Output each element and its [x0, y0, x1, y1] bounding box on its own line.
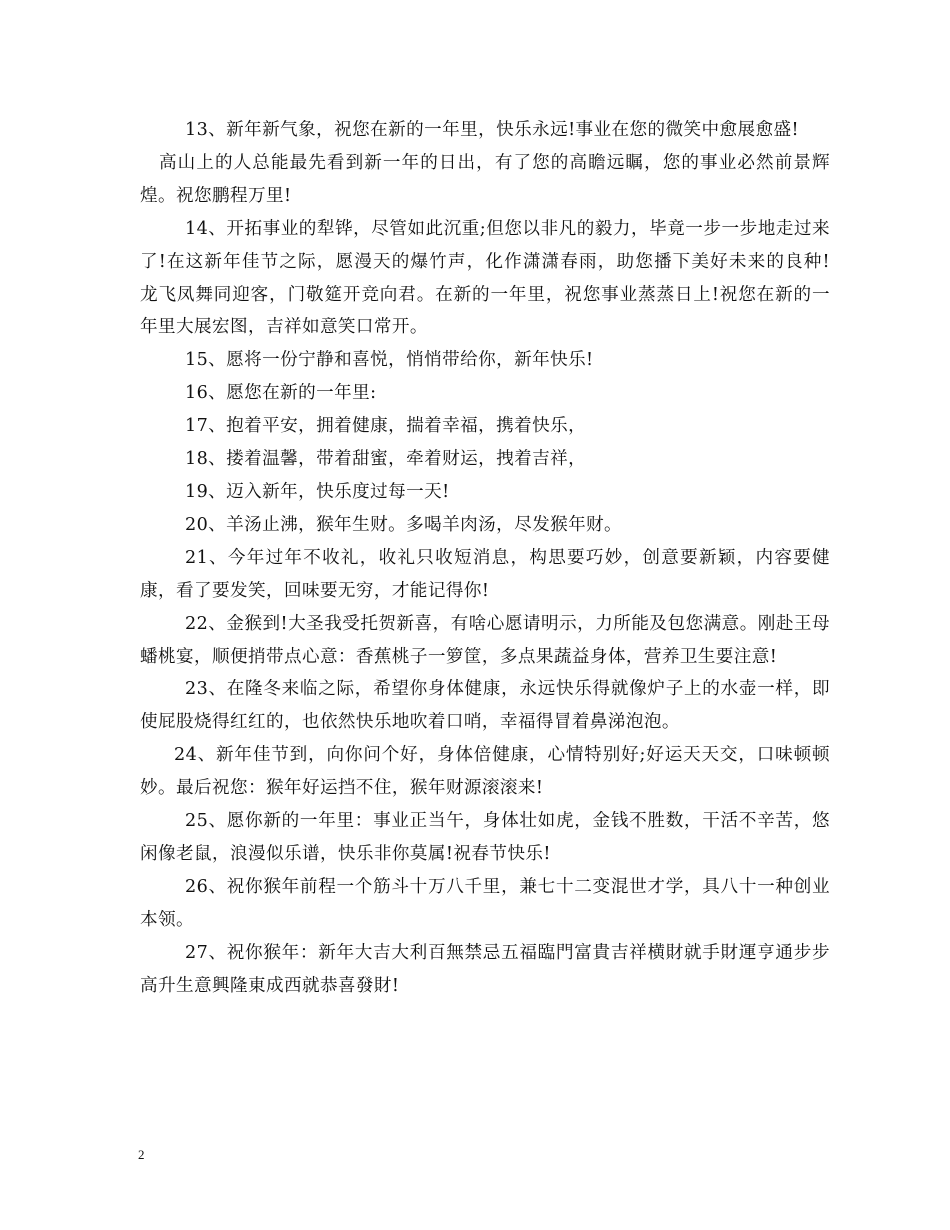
paragraph-15: 15、愿将一份宁静和喜悦，悄悄带给你，新年快乐! [185, 350, 594, 371]
document-body [140, 114, 848, 1002]
paragraph-21: 21、今年过年不收礼，收礼只收短消息，构思要巧妙，创意要新颖，内容要健康，看了要发笑，回味要无穷，才能记得你! [140, 547, 830, 601]
paragraph-16: 16、愿您在新的一年里: [185, 383, 377, 404]
paragraph-24: 24、新年佳节到，向你问个好，身体倍健康，心情特别好;好运天天交，口味顿顿妙。最后祝您：猴年好运挡不住，猴年财源滚滚来! [140, 745, 830, 799]
paragraph-27: 27、祝你猴年：新年大吉大利百無禁忌五福臨門富貴吉祥横財就手財運亨通步步高升生意興隆東成西就恭喜發財! [140, 942, 830, 996]
paragraph-25: 25、愿你新的一年里：事业正当午，身体壮如虎，金钱不胜数，干活不辛苦，悠闲像老鼠，浪漫似乐谱，快乐非你莫属!祝春节快乐! [140, 811, 830, 864]
paragraph-14: 14、开拓事业的犁铧，尽管如此沉重;但您以非凡的毅力，毕竟一步一步地走过来了!在这新年佳节之际，愿漫天的爆竹声，化作潇潇春雨，助您播下美好未来的良种! 龙飞凤舞同迎客，门敬筵开竞向君。在新的一年里，祝您事业蒸蒸日上!祝您在新的一年里大展宏图，吉祥如意笑口常开。 [140, 218, 848, 338]
paragraph-17: 17、抱着平安，拥着健康，揣着幸福，携着快乐， [185, 416, 587, 437]
paragraph-13: 13、新年新气象，祝您在新的一年里，快乐永远!事业在您的微笑中愈展愈盛! [185, 120, 799, 140]
page-number: 2 [138, 1147, 145, 1162]
paragraph-26: 26、祝你猴年前程一个筋斗十万八千里，兼七十二变混世才学，具八十一种创业本领。 [140, 876, 830, 930]
paragraph-22: 22、金猴到!大圣我受托贺新喜，有啥心愿请明示，力所能及包您满意。刚赴王母蟠桃宴，顺便捎带点心意：香蕉桃子一箩筐，多点果蔬益身体，营养卫生要注意! [140, 613, 830, 667]
paragraph-20: 20、羊汤止沸，猴年生财。多喝羊肉汤，尽发猴年财。 [185, 514, 623, 535]
paragraph-23: 23、在隆冬来临之际，希望你身体健康，永远快乐得就像炉子上的水壶一样，即使屁股烧得红红的，也依然快乐地吹着口哨，幸福得冒着鼻涕泡泡。 [140, 679, 830, 733]
paragraph-13-continued: 高山上的人总能最先看到新一年的日出，有了您的高瞻远瞩，您的事业必然前景辉煌。祝您鹏程万里! [140, 152, 830, 206]
paragraph-19: 19、迈入新年，快乐度过每一天! [185, 481, 450, 502]
paragraph-18: 18、搂着温馨，带着甜蜜，牵着财运，拽着吉祥， [185, 449, 587, 470]
